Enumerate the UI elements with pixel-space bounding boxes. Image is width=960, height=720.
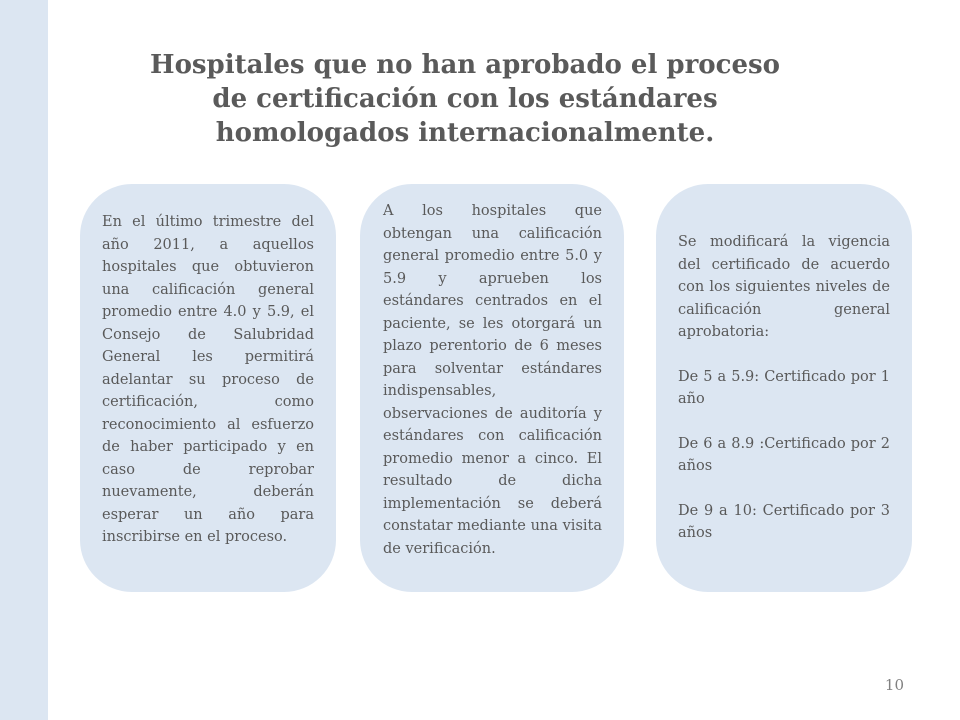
info-card-grace-period xyxy=(360,184,624,592)
slide-title xyxy=(100,48,830,150)
left-accent-bar xyxy=(0,0,48,720)
title-line-2: de certificación con los estándares xyxy=(212,84,718,114)
title-line-3: homologados internacionalmente. xyxy=(215,118,715,148)
level-item: De 9 a 10: Certificado por 3 años xyxy=(678,502,890,541)
level-item: De 6 a 8.9 :Certificado por 2 años xyxy=(678,435,890,474)
card-text: A los hospitales que obtengan una calificación general promedio entre 5.0 y 5.9 y aprueben los estándares centrados en el paciente, se les otorgará un plazo perentorio de 6 meses para solventar estándares indispensables, observaciones de auditoría y estándares con calificación promedio menor a cinco. El resultado de dicha implementación se deberá constatar mediante una visita de verificación. xyxy=(383,203,602,557)
level-item: De 5 a 5.9: Certificado por 1 año xyxy=(678,368,890,407)
card-intro: Se modificará la vigencia del certificado de acuerdo con los siguientes niveles de calificación general aprobatoria: xyxy=(678,234,890,340)
info-card-validity-levels xyxy=(656,184,912,592)
card-text: En el último trimestre del año 2011, a aquellos hospitales que obtuvieron una calificación general promedio entre 4.0 y 5.9, el Consejo de Salubridad General les permitirá adelantar su proceso de certificación, como reconocimiento al esfuerzo de haber participado y en caso de reprobar nuevamente, deberán esperar un año para inscribirse en el proceso. xyxy=(102,214,314,545)
info-card-2011-process xyxy=(80,184,336,592)
page-number: 10 xyxy=(884,676,904,694)
title-line-1: Hospitales que no han aprobado el proceso xyxy=(150,50,780,80)
